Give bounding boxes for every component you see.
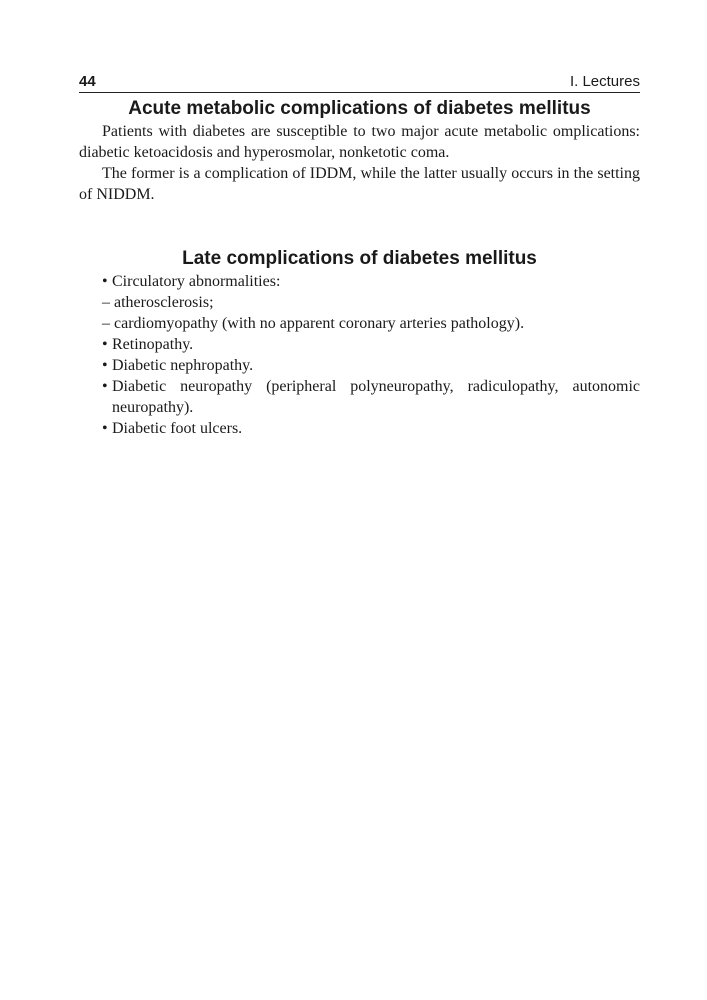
list-subitem: – atherosclerosis; [102,294,214,311]
list-item: • Retinopathy. [102,334,640,355]
list-subitem: – cardiomyopathy (with no apparent coronary arteries pathology). [102,315,525,332]
list-item: • Diabetic neuropathy (peripheral polyneuropathy, radiculopathy, autonomic neuropathy). [102,376,640,418]
page [79,70,640,439]
page-number: 44 [79,73,96,90]
list-item: • Diabetic foot ulcers. [102,418,640,439]
list-item: • Circulatory abnormalities: [102,271,640,292]
paragraph: Patients with diabetes are susceptible to two major acute metabolic omplications: diabetic ketoacidosis and hyperosmolar, nonketotic coma. [79,123,640,161]
running-title: I. Lectures [569,73,640,90]
paragraph: The former is a complication of IDDM, while the latter usually occurs in the setting of NIDDM. [79,165,640,203]
complications-list [79,271,640,439]
section-heading-late: Late complications of diabetes mellitus [182,248,537,269]
section-heading-acute: Acute metabolic complications of diabetes mellitus [128,98,591,119]
running-head [79,70,640,93]
list-item: • Diabetic nephropathy. [102,355,640,376]
